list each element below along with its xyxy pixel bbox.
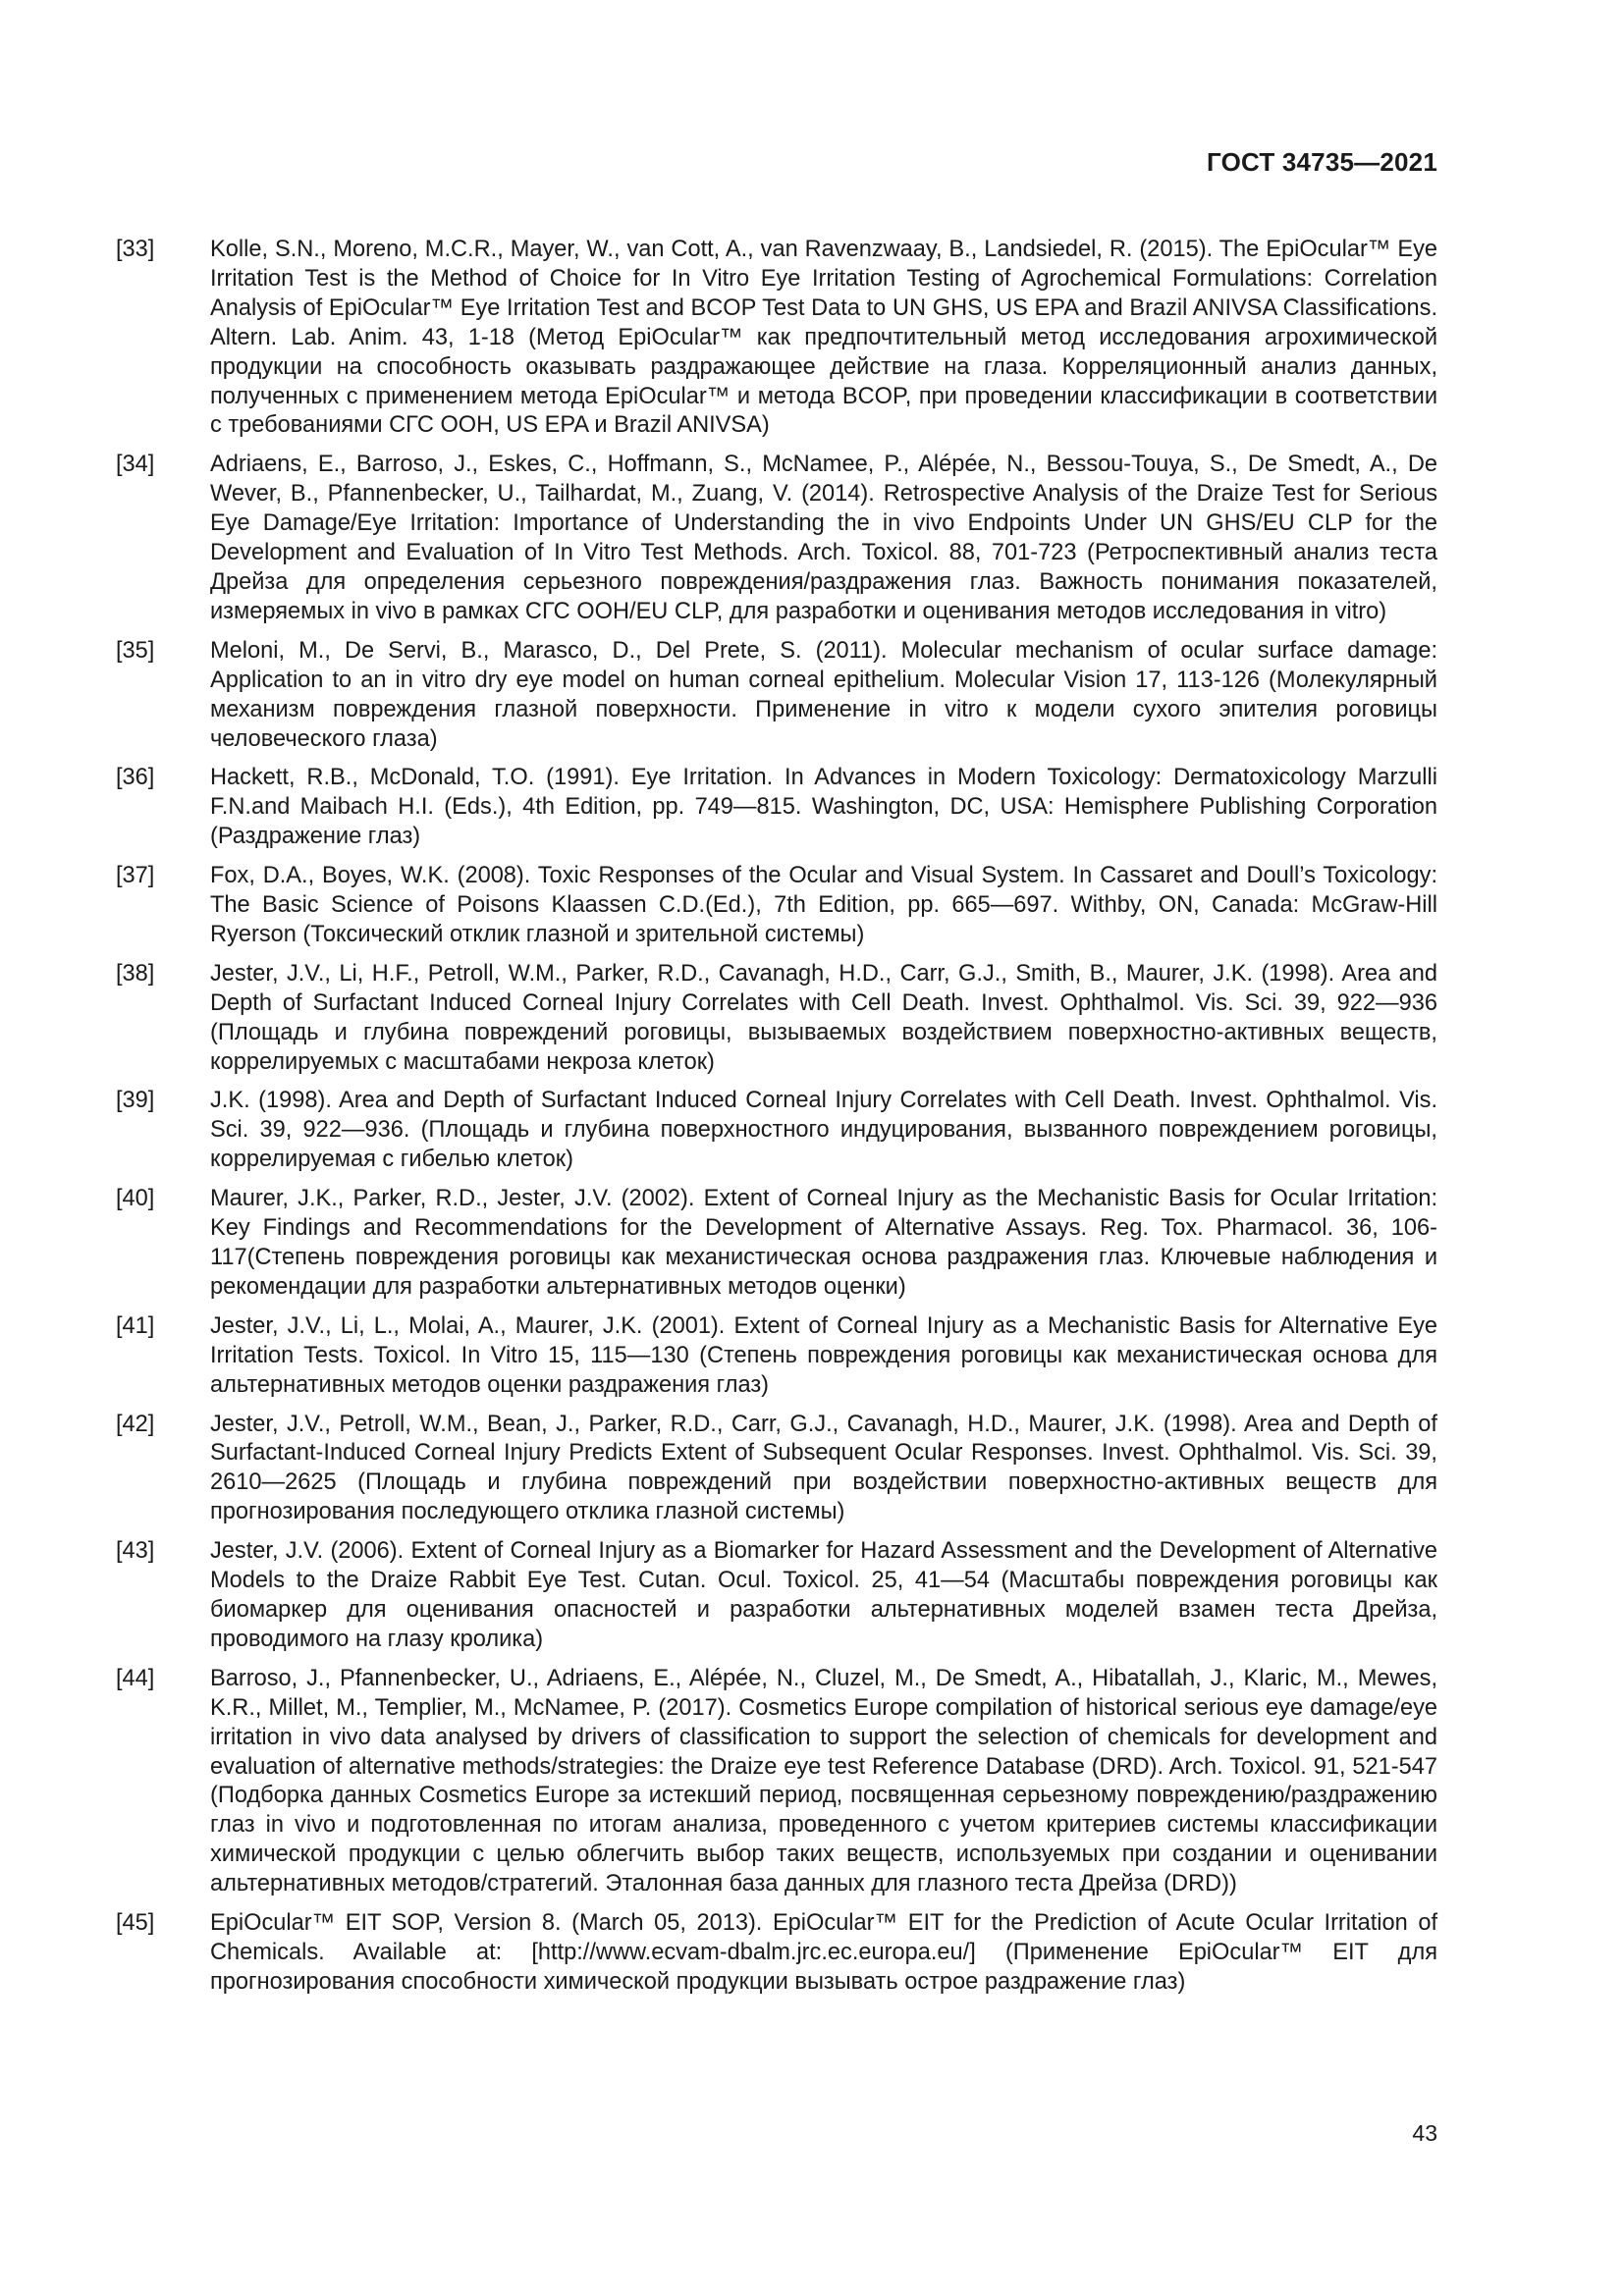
reference-number: [40]: [116, 1186, 155, 1212]
reference-number: [33]: [116, 237, 155, 262]
reference-number: [44]: [116, 1665, 155, 1691]
reference-text: Jester, J.V., Petroll, W.M., Bean, J., Parker, R.D., Carr, G.J., Cavanagh, H.D., Maurer, J.K. (1998). Area and Depth of Surfactant-Induced Corneal Injury Predicts Extent of Subsequent Ocular Responses. Invest. Ophthalmol. Vis. Sci. 39, 2610—2625 (Площадь и глубина повреждений при воздействии поверхностно-активных веществ для прогнозирования последующего отклика глазной системы): [210, 1411, 1437, 1525]
reference-text: Barroso, J., Pfannenbecker, U., Adriaens, E., Alépée, N., Cluzel, M., De Smedt, A., Hibatallah, J., Klaric, M., Mewes, K.R., Millet, M., Templier, M., McNamee, P. (2017). Cosmetics Europe compilation of historical serious eye damage/eye irritation in vivo data analysed by drivers of classification to support the selection of chemicals for development and evaluation of alternative methods/strategies: the Draize eye test Reference Database (DRD). Arch. Toxicol. 91, 521-547 (Подборка данных Cosmetics Europe за истекший период, посвященная серьезному повреждению/раздражению глаз in vivo и подготовленная по итогам анализа, проведенного с учетом критериев системы классификации химической продукции с целью облегчить выбор таких веществ, используемых при создании и оценивании альтернативных методов/стратегий. Эталонная база данных для глазного теста Дрейза (DRD)): [210, 1665, 1437, 1897]
reference-item: [116, 1185, 1437, 1303]
reference-number: [39]: [116, 1088, 155, 1114]
reference-text: J.K. (1998). Area and Depth of Surfactant Induced Corneal Injury Correlates with Cell Death. Invest. Ophthalmol. Vis. Sci. 39, 922—936. (Площадь и глубина поверхностного индуцирования, вызванного повреждением роговицы, коррелируемая с гибелью клеток): [210, 1088, 1437, 1173]
reference-number: [42]: [116, 1411, 155, 1437]
reference-item: [116, 637, 1437, 755]
reference-item: [116, 1411, 1437, 1528]
reference-text: Fox, D.A., Boyes, W.K. (2008). Toxic Responses of the Ocular and Visual System. In Cassaret and Doull’s Toxicology: The Basic Science of Poisons Klaassen C.D.(Ed.), 7th Edition, pp. 665—697. Withby, ON, Canada: McGraw-Hill Ryerson (Токсический отклик глазной и зрительной системы): [210, 863, 1437, 947]
page-number: 43: [1412, 2120, 1437, 2146]
reference-item: [116, 960, 1437, 1078]
reference-text: EpiOcular™ EIT SOP, Version 8. (March 05, 2013). EpiOcular™ EIT for the Prediction of Acute Ocular Irritation of Chemicals. Available at: [http://www.ecvam-dbalm.jrc.ec.europa.eu/] (Применение EpiOcular™ EIT для прогнозирования способности химической продукции вызывать острое раздражение глаз): [210, 1910, 1437, 1995]
reference-number: [37]: [116, 863, 155, 889]
reference-text: Meloni, M., De Servi, B., Marasco, D., Del Prete, S. (2011). Molecular mechanism of ocular surface damage: Application to an in vitro dry eye model on human corneal epithelium. Molecular Vision 17, 113-126 (Молекулярный механизм повреждения глазной поверхности. Применение in vitro к модели сухого эпителия роговицы человеческого глаза): [210, 637, 1437, 752]
reference-number: [43]: [116, 1538, 155, 1565]
reference-item: [116, 1312, 1437, 1401]
reference-item: [116, 1665, 1437, 1899]
reference-item: [116, 451, 1437, 626]
reference-item: [116, 1537, 1437, 1655]
reference-item: [116, 236, 1437, 441]
reference-item: [116, 1909, 1437, 1998]
reference-list: [116, 236, 1437, 2007]
reference-number: [34]: [116, 452, 155, 478]
page-header-standard: ГОСТ 34735—2021: [1207, 147, 1437, 177]
reference-number: [36]: [116, 765, 155, 791]
reference-text: Maurer, J.K., Parker, R.D., Jester, J.V. (2002). Extent of Corneal Injury as the Mechanistic Basis for Ocular Irritation: Key Findings and Recommendations for the Development of Alternative Assays. Reg. Tox. Pharmacol. 36, 106-117(Степень повреждения роговицы как механистическая основа раздражения глаз. Ключевые наблюдения и рекомендации для разработки альтернативных методов оценки): [210, 1186, 1437, 1300]
reference-item: [116, 1087, 1437, 1175]
reference-text: Adriaens, E., Barroso, J., Eskes, C., Hoffmann, S., McNamee, P., Alépée, N., Bessou-Touya, S., De Smedt, A., De Wever, B., Pfannenbecker, U., Tailhardat, M., Zuang, V. (2014). Retrospective Analysis of the Draize Test for Serious Eye Damage/Eye Irritation: Importance of Understanding the in vivo Endpoints Under UN GHS/EU CLP for the Development and Evaluation of In Vitro Test Methods. Arch. Toxicol. 88, 701-723 (Ретроспективный анализ теста Дрейза для определения серьезного повреждения/раздражения глаз. Важность понимания показателей, измеряемых in vivo в рамках СГС ООН/EU CLP, для разработки и оценивания методов исследования in vitro): [210, 452, 1437, 624]
reference-number: [45]: [116, 1910, 155, 1937]
reference-number: [38]: [116, 960, 155, 987]
reference-text: Jester, J.V. (2006). Extent of Corneal Injury as a Biomarker for Hazard Assessment and the Development of Alternative Models to the Draize Rabbit Eye Test. Cutan. Ocul. Toxicol. 25, 41—54 (Масштабы повреждения роговицы как биомаркер для оценивания опасностей и разработки альтернативных моделей взамен теста Дрейза, проводимого на глазу кролика): [210, 1538, 1437, 1652]
reference-text: Jester, J.V., Li, L., Molai, A., Maurer, J.K. (2001). Extent of Corneal Injury as a Mechanistic Basis for Alternative Eye Irritation Tests. Toxicol. In Vitro 15, 115—130 (Степень повреждения роговицы как механистическая основа для альтернативных методов оценки раздражения глаз): [210, 1312, 1437, 1398]
reference-text: Kolle, S.N., Moreno, M.C.R., Mayer, W., van Cott, A., van Ravenzwaay, B., Landsiedel, R. (2015). The EpiOcular™ Eye Irritation Test is the Method of Choice for In Vitro Eye Irritation Testing of Agrochemical Formulations: Correlation Analysis of EpiOcular™ Eye Irritation Test and BCOP Test Data to UN GHS, US EPA and Brazil ANIVSA Classifications. Altern. Lab. Anim. 43, 1-18 (Метод EpiOcular™ как предпочтительный метод исследования агрохимической продукции на способность оказывать раздражающее действие на глаза. Корреляционный анализ данных, полученных с применением метода EpiOcular™ и метода BCOP, при проведении классификации в соответствии с требованиями СГС ООН, US EPA и Brazil ANIVSA): [210, 237, 1437, 439]
reference-number: [41]: [116, 1312, 155, 1339]
reference-item: [116, 862, 1437, 950]
reference-item: [116, 764, 1437, 852]
reference-text: Jester, J.V., Li, H.F., Petroll, W.M., Parker, R.D., Cavanagh, H.D., Carr, G.J., Smith, B., Maurer, J.K. (1998). Area and Depth of Surfactant Induced Corneal Injury Correlates with Cell Death. Invest. Ophthalmol. Vis. Sci. 39, 922—936 (Площадь и глубина повреждений роговицы, вызываемых воздействием поверхностно-активных веществ, коррелируемых с масштабами некроза клеток): [210, 960, 1437, 1075]
reference-number: [35]: [116, 637, 155, 664]
reference-text: Hackett, R.B., McDonald, T.O. (1991). Eye Irritation. In Advances in Modern Toxicology: Dermatoxicology Marzulli F.N.and Maibach H.I. (Eds.), 4th Edition, pp. 749—815. Washington, DC, USA: Hemisphere Publishing Corporation (Раздражение глаз): [210, 765, 1437, 850]
